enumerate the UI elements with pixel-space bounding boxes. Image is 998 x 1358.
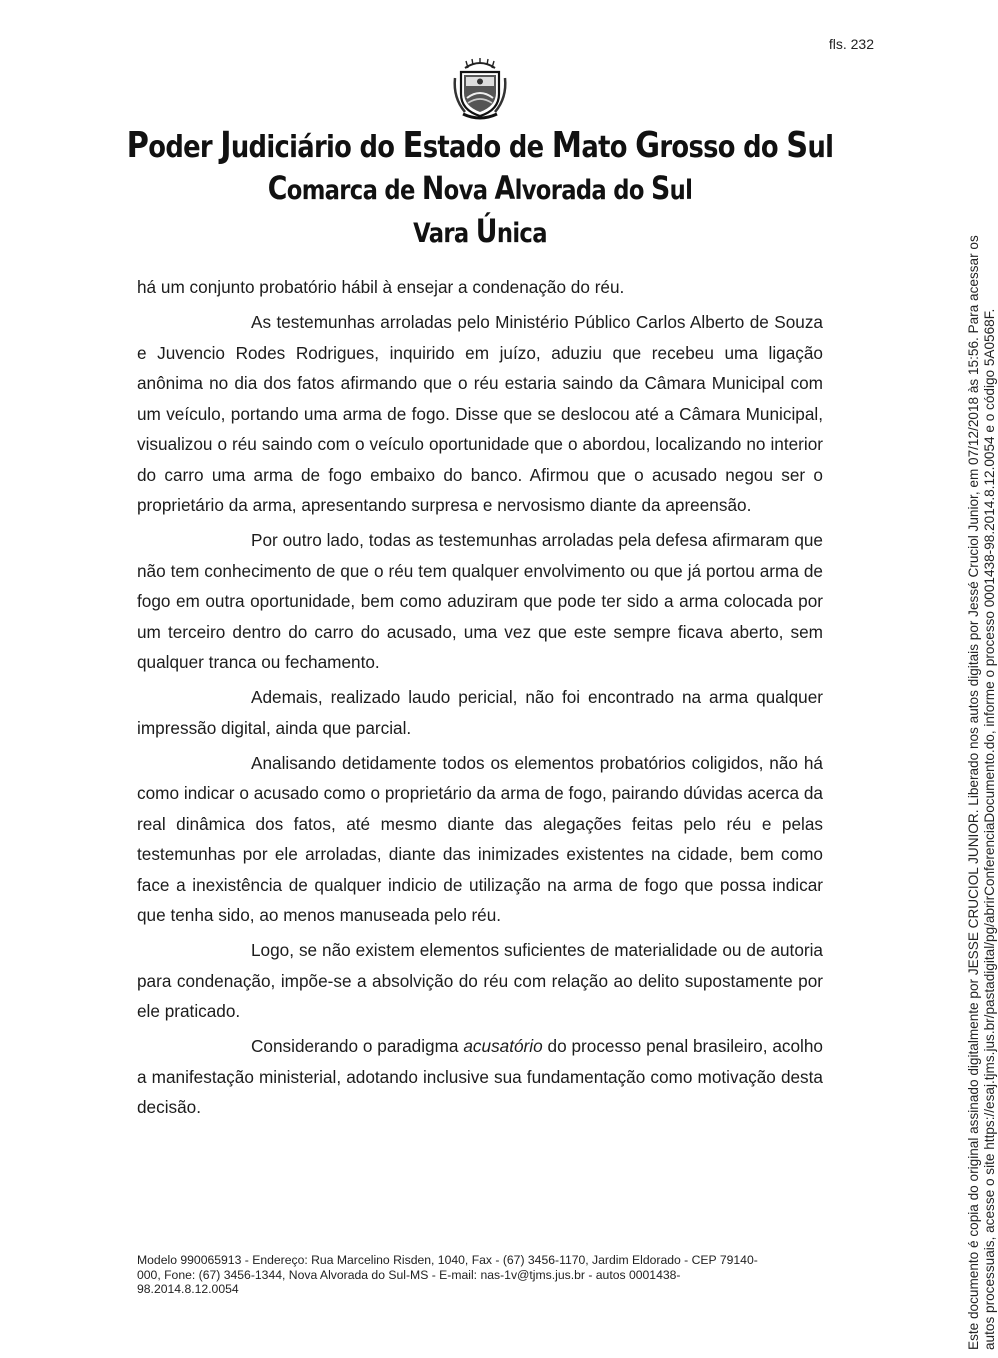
paragraph: Por outro lado, todas as testemunhas arroladas pela defesa afirmaram que não tem conhecimento de que o réu tem qualquer envolvimento ou que já portou arma de fogo em outra oportunidade, bem como aduziram que pode ter sido a arma colocada por um terceiro dentro do carro do acusado, uma vez que este sempre ficava aberto, sem qualquer tranca ou fechamento. xyxy=(137,530,823,672)
paragraph-text: do processo penal brasileiro, acolho a manifestação ministerial, adotando inclusive sua fundamentação como motivação desta decisão. xyxy=(137,1036,823,1117)
court-header xyxy=(0,126,960,254)
paragraph xyxy=(137,1031,823,1123)
signature-note-line: Este documento é copia do original assinado digitalmente por JESSE CRUCIOL JUNIOR. Liberado nos autos digitais por Jessé Cruciol Junior, em 07/12/2018 às 15:56. Para acessar os xyxy=(966,235,981,1350)
digital-signature-note xyxy=(966,140,998,1350)
paragraph: Analisando detidamente todos os elementos probatórios coligidos, não há como indicar o acusado como o proprietário da arma de fogo, pairando dúvidas acerca da real dinâmica dos fatos, até mesmo diante das alegações feitas pelo réu e pelas testemunhas por ele arroladas, diante das inimizades existentes na cidade, bem como face a inexistência de qualquer indicio de utilização na arma de fogo que possa indicar que tenha sido, ao menos manuseada pelo réu. xyxy=(137,752,823,925)
paragraph: há um conjunto probatório hábil à ensejar a condenação do réu. xyxy=(137,277,625,297)
coat-of-arms-icon xyxy=(451,58,509,122)
signature-note-line: autos processuais, acesse o site https://esaj.tjms.jus.br/pastadigital/pg/abrirConferenciaDocumento.do, informe o processo 0001438-98.2014.8.12.0054 e o código 5A0568F. xyxy=(982,308,997,1350)
header-vara: Vara Única xyxy=(413,212,547,250)
page-number: fls. 232 xyxy=(828,36,874,52)
paragraph-text: Considerando o paradigma xyxy=(251,1036,464,1056)
paragraph: As testemunhas arroladas pelo Ministério Público Carlos Alberto de Souza e Juvencio Rodes Rodrigues, inquirido em juízo, aduziu que recebeu uma ligação anônima no dia dos fatos afirmando que o réu estaria saindo da Câmara Municipal com um veículo, portando uma arma de fogo. Disse que se deslocou até a Câmara Municipal, visualizou o réu saindo com o veículo oportunidade que o abordou, localizando no interior do carro uma arma de fogo embaixo do banco. Afirmou que o acusado negou ser o proprietário da arma, apresentando surpresa e nervosismo diante da apreensão. xyxy=(137,312,823,515)
header-court-name: Poder Judiciário do Estado de Mato Grosso do Sul xyxy=(126,125,834,166)
page-footer: Modelo 990065913 - Endereço: Rua Marcelino Risden, 1040, Fax - (67) 3456-1170, Jardim Eldorado - CEP 79140-000, Fone: (67) 3456-1344, Nova Alvorada do Sul-MS - E-mail: nas-1v@tjms.jus.br - autos 0001438-98.2014.8.12.0054 xyxy=(137,1253,758,1296)
document-body xyxy=(137,272,823,1127)
paragraph: Logo, se não existem elementos suficientes de materialidade ou de autoria para condenação, impõe-se a absolvição do réu com relação ao delito supostamente por ele praticado. xyxy=(137,940,823,1021)
italic-term: acusatório xyxy=(463,1036,543,1056)
paragraph: Ademais, realizado laudo pericial, não foi encontrado na arma qualquer impressão digital, ainda que parcial. xyxy=(137,687,823,738)
header-comarca: Comarca de Nova Alvorada do Sul xyxy=(267,169,693,207)
